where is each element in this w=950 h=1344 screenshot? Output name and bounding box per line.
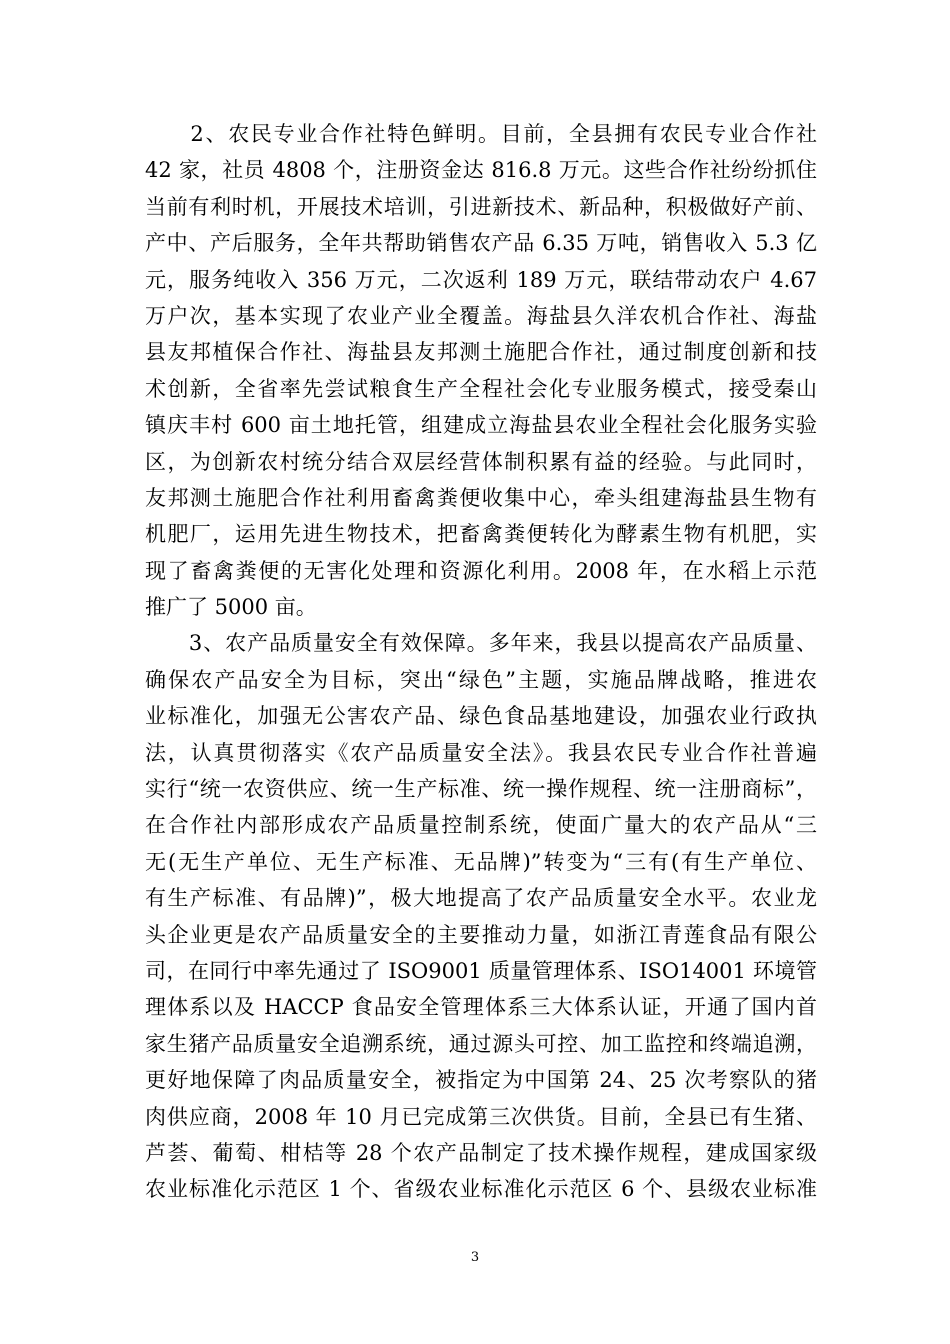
text-line: 司，在同行中率先通过了 ISO9001 质量管理体系、ISO14001 环境管 xyxy=(145,958,817,983)
text-line: 元，服务纯收入 356 万元，二次返利 189 万元，联结带动农户 4.67 xyxy=(145,267,817,292)
text-line: 实行“统一农资供应、统一生产标准、统一操作规程、统一注册商标”， xyxy=(145,777,817,802)
text-line: 业标准化，加强无公害农产品、绿色食品基地建设，加强农业行政执 xyxy=(145,704,817,729)
page-number: 3 xyxy=(470,1250,480,1265)
text-line: 家生猪产品质量安全追溯系统，通过源头可控、加工监控和终端追溯， xyxy=(145,1031,817,1056)
text-line: 术创新，全省率先尝试粮食生产全程社会化专业服务模式，接受秦山 xyxy=(145,376,817,401)
text-line: 区，为创新农村统分结合双层经营体制积累有益的经验。与此同时， xyxy=(145,449,817,474)
text-line: 产中、产后服务，全年共帮助销售农产品 6.35 万吨，销售收入 5.3 亿 xyxy=(145,231,817,256)
text-line: 县友邦植保合作社、海盐县友邦测土施肥合作社，通过制度创新和技 xyxy=(145,340,817,365)
text-line: 有生产标准、有品牌)”，极大地提高了农产品质量安全水平。农业龙 xyxy=(145,886,817,911)
text-line: 镇庆丰村 600 亩土地托管，组建成立海盐县农业全程社会化服务实验 xyxy=(145,413,817,438)
text-line: 3、农产品质量安全有效保障。多年来，我县以提高农产品质量、 xyxy=(145,631,817,656)
text-line: 头企业更是农产品质量安全的主要推动力量，如浙江青莲食品有限公 xyxy=(145,922,817,947)
text-line: 2、农民专业合作社特色鲜明。目前，全县拥有农民专业合作社 xyxy=(145,122,817,146)
text-line: 理体系以及 HACCP 食品安全管理体系三大体系认证，开通了国内首 xyxy=(145,995,817,1020)
text-line: 法，认真贯彻落实《农产品质量安全法》。我县农民专业合作社普遍 xyxy=(145,740,817,765)
text-line: 万户次，基本实现了农业产业全覆盖。海盐县久洋农机合作社、海盐 xyxy=(145,303,817,328)
text-line: 更好地保障了肉品质量安全，被指定为中国第 24、25 次考察队的猪 xyxy=(145,1068,817,1093)
text-line: 在合作社内部形成农产品质量控制系统，使面广量大的农产品从“三 xyxy=(145,813,817,838)
text-line: 推广了 5000 亩。 xyxy=(145,595,317,620)
text-line: 芦荟、葡萄、柑桔等 28 个农产品制定了技术操作规程，建成国家级 xyxy=(145,1140,817,1165)
text-line: 42 家，社员 4808 个，注册资金达 816.8 万元。这些合作社纷纷抓住 xyxy=(145,158,817,183)
text-line: 肉供应商，2008 年 10 月已完成第三次供货。目前，全县已有生猪、 xyxy=(145,1104,817,1129)
text-line: 机肥厂，运用先进生物技术，把畜禽粪便转化为酵素生物有机肥，实 xyxy=(145,522,817,547)
text-line: 确保农产品安全为目标，突出“绿色”主题，实施品牌战略，推进农 xyxy=(145,667,817,692)
body-text xyxy=(145,116,817,1208)
text-line: 无(无生产单位、无生产标准、无品牌)”转变为“三有(有生产单位、 xyxy=(145,849,817,874)
text-line: 友邦测土施肥合作社利用畜禽粪便收集中心，牵头组建海盐县生物有 xyxy=(145,485,817,510)
text-line: 当前有利时机，开展技术培训，引进新技术、新品种，积极做好产前、 xyxy=(145,194,817,219)
text-line: 农业标准化示范区 1 个、省级农业标准化示范区 6 个、县级农业标准 xyxy=(145,1177,817,1202)
text-line: 现了畜禽粪便的无害化处理和资源化利用。2008 年，在水稻上示范 xyxy=(145,558,817,583)
